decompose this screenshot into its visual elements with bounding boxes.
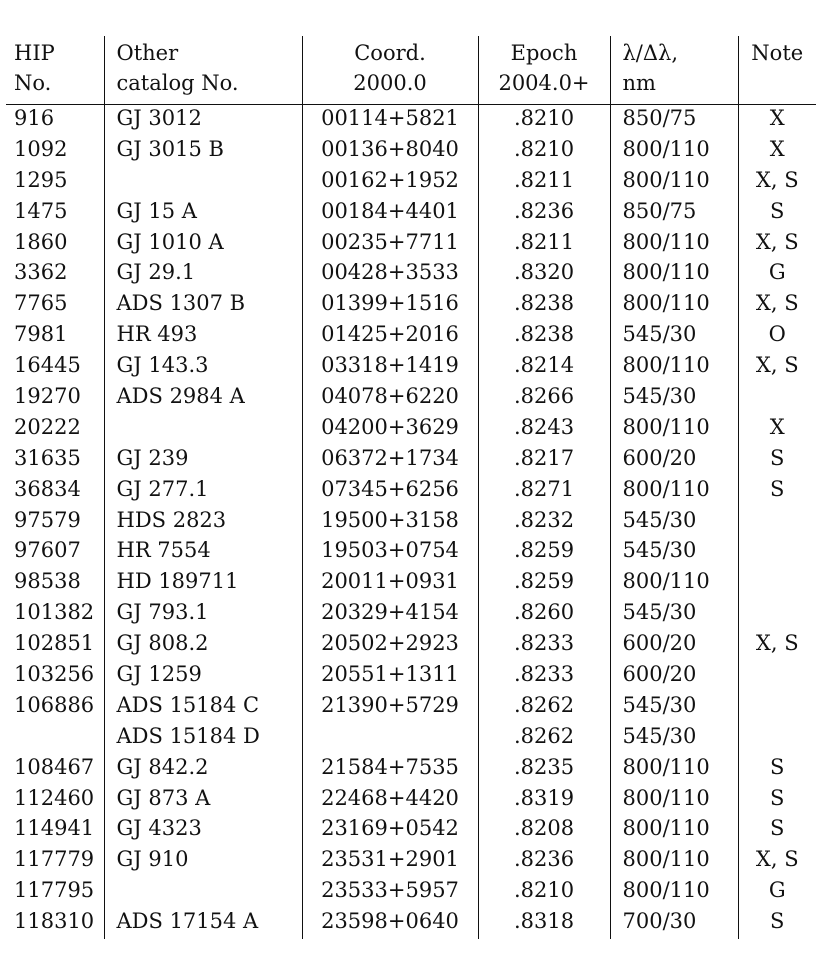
cell-epoch: .8243 (478, 414, 610, 445)
cell-other-catalog: GJ 793.1 (104, 599, 302, 630)
cell-note (738, 507, 816, 538)
cell-other-catalog: ADS 2984 A (104, 383, 302, 414)
cell-note: S (770, 476, 785, 501)
cell-hip: 101382 (6, 599, 104, 630)
cell-lambda: 545/30 (610, 599, 738, 630)
cell-epoch: .8236 (478, 846, 610, 877)
cell-coord: 21584+7535 (302, 754, 478, 785)
cell-coord: 23531+2901 (302, 846, 478, 877)
cell-other-catalog: GJ 3015 B (104, 136, 302, 167)
cell-epoch: .8214 (478, 352, 610, 383)
table-row (6, 414, 816, 445)
cell-other-catalog: GJ 277.1 (104, 476, 302, 507)
cell-coord: 00235+7711 (302, 229, 478, 260)
cell-note: X, S (755, 353, 799, 378)
cell-note: S (770, 785, 785, 810)
cell-note (738, 723, 816, 754)
cell-other-catalog: GJ 808.2 (104, 630, 302, 661)
table-row (6, 661, 816, 692)
cell-note: X, S (755, 291, 799, 316)
cell-epoch: .8262 (478, 723, 610, 754)
cell-coord: 00162+1952 (302, 167, 478, 198)
cell-hip: 114941 (6, 815, 104, 846)
cell-other-catalog: ADS 15184 D (104, 723, 302, 754)
cell-other-catalog: GJ 29.1 (104, 259, 302, 290)
cell-lambda: 545/30 (610, 537, 738, 568)
cell-other-catalog: GJ 910 (104, 846, 302, 877)
cell-note (738, 692, 816, 723)
cell-coord: 20551+1311 (302, 661, 478, 692)
cell-lambda: 545/30 (610, 507, 738, 538)
cell-lambda: 600/20 (610, 445, 738, 476)
cell-hip: 112460 (6, 785, 104, 816)
cell-hip: 98538 (6, 568, 104, 599)
cell-other-catalog: GJ 3012 (104, 105, 302, 136)
cell-hip: 916 (6, 105, 104, 136)
cell-epoch: .8271 (478, 476, 610, 507)
cell-epoch: .8208 (478, 815, 610, 846)
cell-epoch: .8235 (478, 754, 610, 785)
table-row (6, 630, 816, 661)
cell-note (738, 568, 816, 599)
cell-note: X (769, 106, 785, 130)
cell-epoch: .8232 (478, 507, 610, 538)
cell-epoch: .8210 (478, 105, 610, 136)
table-row (6, 290, 816, 321)
cell-epoch: .8210 (478, 136, 610, 167)
cell-lambda: 850/75 (610, 198, 738, 229)
cell-hip: 102851 (6, 630, 104, 661)
cell-epoch: .8211 (478, 229, 610, 260)
cell-coord: 20011+0931 (302, 568, 478, 599)
cell-hip: 3362 (6, 259, 104, 290)
header-coord: Coord. (302, 36, 478, 70)
cell-note: X (769, 414, 785, 439)
cell-note: X (769, 136, 785, 161)
cell-epoch: .8211 (478, 167, 610, 198)
cell-other-catalog: GJ 1010 A (104, 229, 302, 260)
cell-epoch: .8260 (478, 599, 610, 630)
cell-epoch: .8217 (478, 445, 610, 476)
table-row (6, 105, 816, 136)
cell-coord: 04078+6220 (302, 383, 478, 414)
cell-note: X, S (755, 631, 799, 656)
table-row (6, 908, 816, 939)
header-coord-sub: 2000.0 (302, 70, 478, 105)
header-lambda: λ/Δλ, (610, 36, 738, 70)
table-row (6, 599, 816, 630)
cell-lambda: 600/20 (610, 661, 738, 692)
cell-lambda: 800/110 (610, 229, 738, 260)
table-row (6, 507, 816, 538)
cell-note: S (770, 816, 785, 841)
cell-epoch: .8238 (478, 321, 610, 352)
cell-note: G (768, 260, 786, 285)
cell-other-catalog (104, 167, 302, 198)
cell-lambda: 800/110 (610, 290, 738, 321)
cell-lambda: 545/30 (610, 383, 738, 414)
cell-lambda: 545/30 (610, 321, 738, 352)
cell-epoch: .8318 (478, 908, 610, 939)
table-row (6, 815, 816, 846)
cell-lambda: 800/110 (610, 167, 738, 198)
cell-note: S (770, 198, 785, 223)
cell-other-catalog (104, 414, 302, 445)
speckle-observations-table (6, 36, 816, 939)
cell-coord: 21390+5729 (302, 692, 478, 723)
cell-coord: 00184+4401 (302, 198, 478, 229)
cell-coord: 03318+1419 (302, 352, 478, 383)
cell-epoch: .8319 (478, 785, 610, 816)
cell-other-catalog (104, 877, 302, 908)
cell-hip: 19270 (6, 383, 104, 414)
cell-note: S (770, 445, 785, 470)
cell-coord: 22468+4420 (302, 785, 478, 816)
table-row (6, 568, 816, 599)
cell-coord: 04200+3629 (302, 414, 478, 445)
cell-coord: 00114+5821 (302, 105, 478, 136)
cell-lambda: 800/110 (610, 815, 738, 846)
table-row (6, 136, 816, 167)
table-row (6, 321, 816, 352)
cell-coord: 20329+4154 (302, 599, 478, 630)
cell-hip: 16445 (6, 352, 104, 383)
cell-note: G (768, 878, 786, 903)
cell-other-catalog: GJ 143.3 (104, 352, 302, 383)
table-row (6, 167, 816, 198)
header-note-sub (738, 70, 816, 105)
cell-coord: 23533+5957 (302, 877, 478, 908)
cell-coord: 01425+2016 (302, 321, 478, 352)
cell-other-catalog: HR 7554 (104, 537, 302, 568)
table-header (6, 36, 816, 105)
cell-coord: 23169+0542 (302, 815, 478, 846)
cell-hip: 118310 (6, 908, 104, 939)
cell-other-catalog: GJ 4323 (104, 815, 302, 846)
cell-hip: 1475 (6, 198, 104, 229)
cell-note (738, 537, 816, 568)
cell-coord: 06372+1734 (302, 445, 478, 476)
cell-epoch: .8266 (478, 383, 610, 414)
cell-coord: 19500+3158 (302, 507, 478, 538)
cell-coord: 23598+0640 (302, 908, 478, 939)
cell-epoch: .8210 (478, 877, 610, 908)
cell-lambda: 800/110 (610, 352, 738, 383)
cell-hip: 108467 (6, 754, 104, 785)
header-row-1 (6, 36, 816, 70)
cell-hip: 117795 (6, 877, 104, 908)
cell-lambda: 800/110 (610, 476, 738, 507)
cell-epoch: .8233 (478, 630, 610, 661)
table-row (6, 754, 816, 785)
cell-note: O (768, 322, 786, 347)
cell-other-catalog: ADS 15184 C (104, 692, 302, 723)
cell-other-catalog: HD 189711 (104, 568, 302, 599)
cell-hip: 106886 (6, 692, 104, 723)
cell-epoch: .8236 (478, 198, 610, 229)
cell-hip: 1295 (6, 167, 104, 198)
cell-coord (302, 723, 478, 754)
cell-other-catalog: ADS 17154 A (104, 908, 302, 939)
table-row (6, 383, 816, 414)
cell-hip: 7981 (6, 321, 104, 352)
cell-lambda: 850/75 (610, 105, 738, 136)
cell-hip: 97579 (6, 507, 104, 538)
cell-note: X, S (755, 229, 799, 254)
cell-note (738, 599, 816, 630)
cell-lambda: 600/20 (610, 630, 738, 661)
cell-hip: 117779 (6, 846, 104, 877)
cell-epoch: .8262 (478, 692, 610, 723)
cell-hip: 97607 (6, 537, 104, 568)
table-row (6, 259, 816, 290)
cell-other-catalog: ADS 1307 B (104, 290, 302, 321)
header-epoch-sub: 2004.0+ (478, 70, 610, 105)
cell-lambda: 800/110 (610, 259, 738, 290)
cell-other-catalog: HDS 2823 (104, 507, 302, 538)
cell-lambda: 800/110 (610, 568, 738, 599)
cell-coord: 19503+0754 (302, 537, 478, 568)
header-epoch: Epoch (478, 36, 610, 70)
cell-epoch: .8259 (478, 537, 610, 568)
cell-other-catalog: HR 493 (104, 321, 302, 352)
table-row (6, 229, 816, 260)
cell-hip: 103256 (6, 661, 104, 692)
header-other-sub: catalog No. (104, 70, 302, 105)
table-row (6, 846, 816, 877)
cell-coord: 07345+6256 (302, 476, 478, 507)
cell-lambda: 800/110 (610, 785, 738, 816)
cell-coord: 01399+1516 (302, 290, 478, 321)
cell-coord: 00428+3533 (302, 259, 478, 290)
cell-hip (6, 723, 104, 754)
header-other: Other (104, 36, 302, 70)
cell-hip: 31635 (6, 445, 104, 476)
cell-lambda: 545/30 (610, 692, 738, 723)
table-row (6, 785, 816, 816)
cell-coord: 00136+8040 (302, 136, 478, 167)
header-note: Note (751, 41, 804, 65)
cell-hip: 7765 (6, 290, 104, 321)
cell-note: X, S (755, 167, 799, 192)
header-hip: HIP (6, 36, 104, 70)
cell-lambda: 800/110 (610, 846, 738, 877)
table-row (6, 537, 816, 568)
header-lambda-sub: nm (610, 70, 738, 105)
cell-other-catalog: GJ 239 (104, 445, 302, 476)
table-row (6, 877, 816, 908)
cell-note: S (770, 754, 785, 779)
cell-note: S (770, 909, 785, 934)
table-body (6, 105, 816, 940)
table-row (6, 723, 816, 754)
cell-hip: 1860 (6, 229, 104, 260)
cell-epoch: .8320 (478, 259, 610, 290)
cell-other-catalog: GJ 1259 (104, 661, 302, 692)
cell-lambda: 800/110 (610, 754, 738, 785)
cell-other-catalog: GJ 842.2 (104, 754, 302, 785)
cell-note: X, S (755, 847, 799, 872)
table-row (6, 198, 816, 229)
cell-hip: 1092 (6, 136, 104, 167)
cell-hip: 20222 (6, 414, 104, 445)
header-row-2 (6, 70, 816, 105)
table-row (6, 352, 816, 383)
cell-coord: 20502+2923 (302, 630, 478, 661)
cell-epoch: .8233 (478, 661, 610, 692)
cell-lambda: 800/110 (610, 414, 738, 445)
cell-epoch: .8259 (478, 568, 610, 599)
cell-other-catalog: GJ 15 A (104, 198, 302, 229)
cell-note (738, 383, 816, 414)
cell-lambda: 800/110 (610, 136, 738, 167)
table-row (6, 692, 816, 723)
cell-hip: 36834 (6, 476, 104, 507)
cell-epoch: .8238 (478, 290, 610, 321)
cell-lambda: 800/110 (610, 877, 738, 908)
cell-lambda: 545/30 (610, 723, 738, 754)
cell-other-catalog: GJ 873 A (104, 785, 302, 816)
table-row (6, 445, 816, 476)
cell-lambda: 700/30 (610, 908, 738, 939)
header-hip-sub: No. (6, 70, 104, 105)
table-row (6, 476, 816, 507)
cell-note (738, 661, 816, 692)
